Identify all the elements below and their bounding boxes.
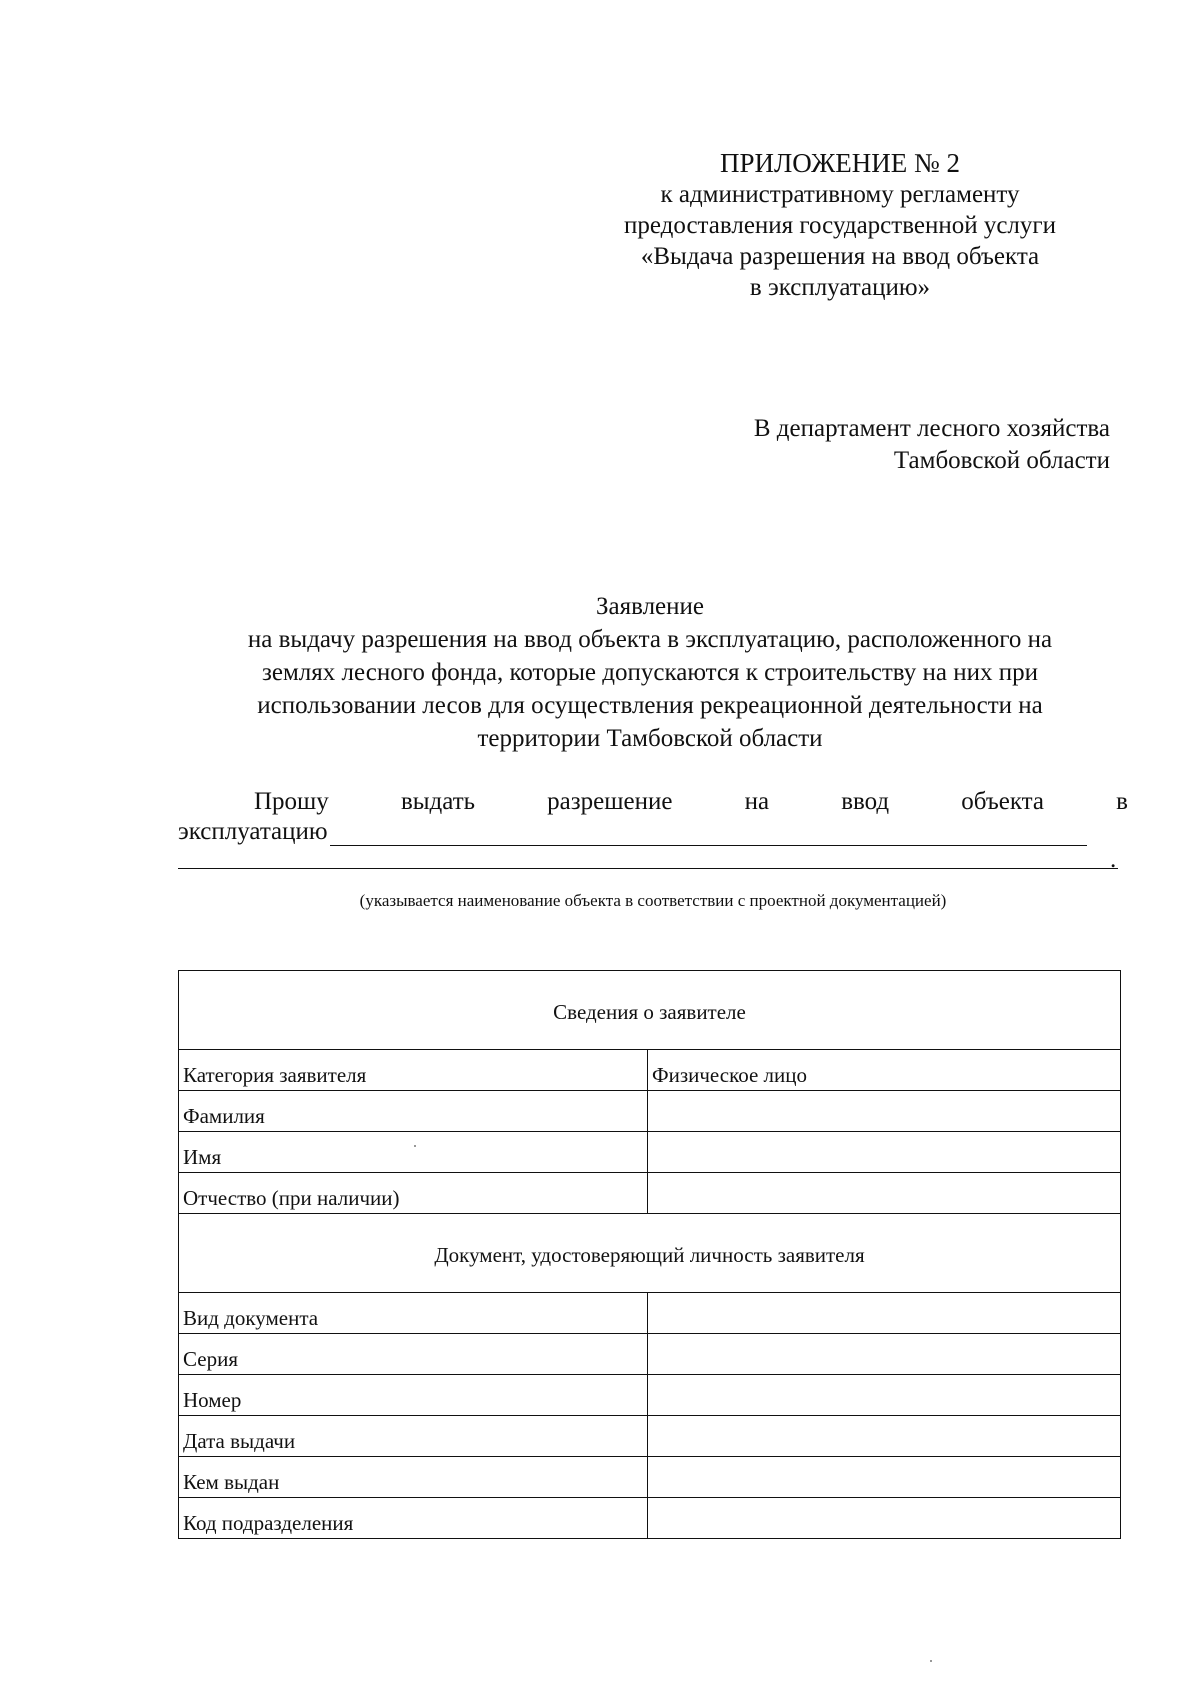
document-subtitle-line: на выдачу разрешения на ввод объекта в эксплуатацию, расположенного на [247,626,1053,653]
field-label: Имя [179,1132,648,1173]
request-word: разрешение [547,788,673,815]
request-line-2 [178,818,1087,846]
request-word: Прошу [254,788,329,815]
request-word: ввод [841,788,890,815]
field-label: Номер [179,1375,648,1416]
request-sentence [178,788,1128,816]
document-heading [170,590,1130,755]
document-title: Заявление [595,593,705,620]
recipient-line: В департамент лесного хозяйства [753,415,1110,442]
scan-speck [414,1145,416,1147]
field-value[interactable] [648,1498,1121,1539]
table-row [179,1132,1121,1173]
document-subtitle-line: использовании лесов для осуществления рекреационной деятельности на [257,692,1043,719]
field-value[interactable] [648,1375,1121,1416]
request-word: эксплуатацию [178,818,328,845]
scan-speck [930,1660,932,1662]
appendix-line: «Выдача разрешения на ввод объекта [640,243,1040,270]
field-value[interactable] [648,1091,1121,1132]
field-label: Отчество (при наличии) [179,1173,648,1214]
request-word: в [1116,788,1128,815]
table-row [179,1173,1121,1214]
applicant-table [178,970,1121,1539]
appendix-line: в эксплуатацию» [749,274,931,301]
id-document-section-header: Документ, удостоверяющий личность заявителя [179,1214,1121,1293]
field-value[interactable] [648,1457,1121,1498]
field-label: Серия [179,1334,648,1375]
field-value[interactable] [648,1334,1121,1375]
table-row [179,1457,1121,1498]
request-word: выдать [400,788,476,815]
field-label: Фамилия [179,1091,648,1132]
table-row [179,1416,1121,1457]
request-word: на [744,788,770,815]
table-row [179,1334,1121,1375]
appendix-header [560,148,1120,303]
table-row [179,1091,1121,1132]
applicant-section-header: Сведения о заявителе [179,971,1121,1050]
document-subtitle-line: территории Тамбовской области [477,725,823,752]
appendix-line: предоставления государственной услуги [623,212,1057,239]
field-value[interactable]: Физическое лицо [648,1050,1121,1091]
table-row [179,1050,1121,1091]
appendix-title: ПРИЛОЖЕНИЕ № 2 [719,148,961,178]
field-label: Код подразделения [179,1498,648,1539]
request-end-mark: . [1110,846,1117,873]
appendix-line: к административному регламенту [660,181,1020,208]
table-row [179,1498,1121,1539]
field-label: Вид документа [179,1293,648,1334]
recipient-line: Тамбовской области [893,447,1110,474]
field-label: Категория заявителя [179,1050,648,1091]
field-value[interactable] [648,1132,1121,1173]
table-row [179,1375,1121,1416]
object-name-blank-2[interactable] [178,843,1118,869]
request-word: объекта [961,788,1045,815]
field-label: Кем выдан [179,1457,648,1498]
recipient-block [510,413,1110,477]
object-name-hint: (указывается наименование объекта в соответствии с проектной документацией) [359,891,947,910]
document-subtitle-line: землях лесного фонда, которые допускаются к строительству на них при [262,659,1038,686]
table-row [179,1293,1121,1334]
field-value[interactable] [648,1416,1121,1457]
field-value[interactable] [648,1293,1121,1334]
field-value[interactable] [648,1173,1121,1214]
field-label: Дата выдачи [179,1416,648,1457]
